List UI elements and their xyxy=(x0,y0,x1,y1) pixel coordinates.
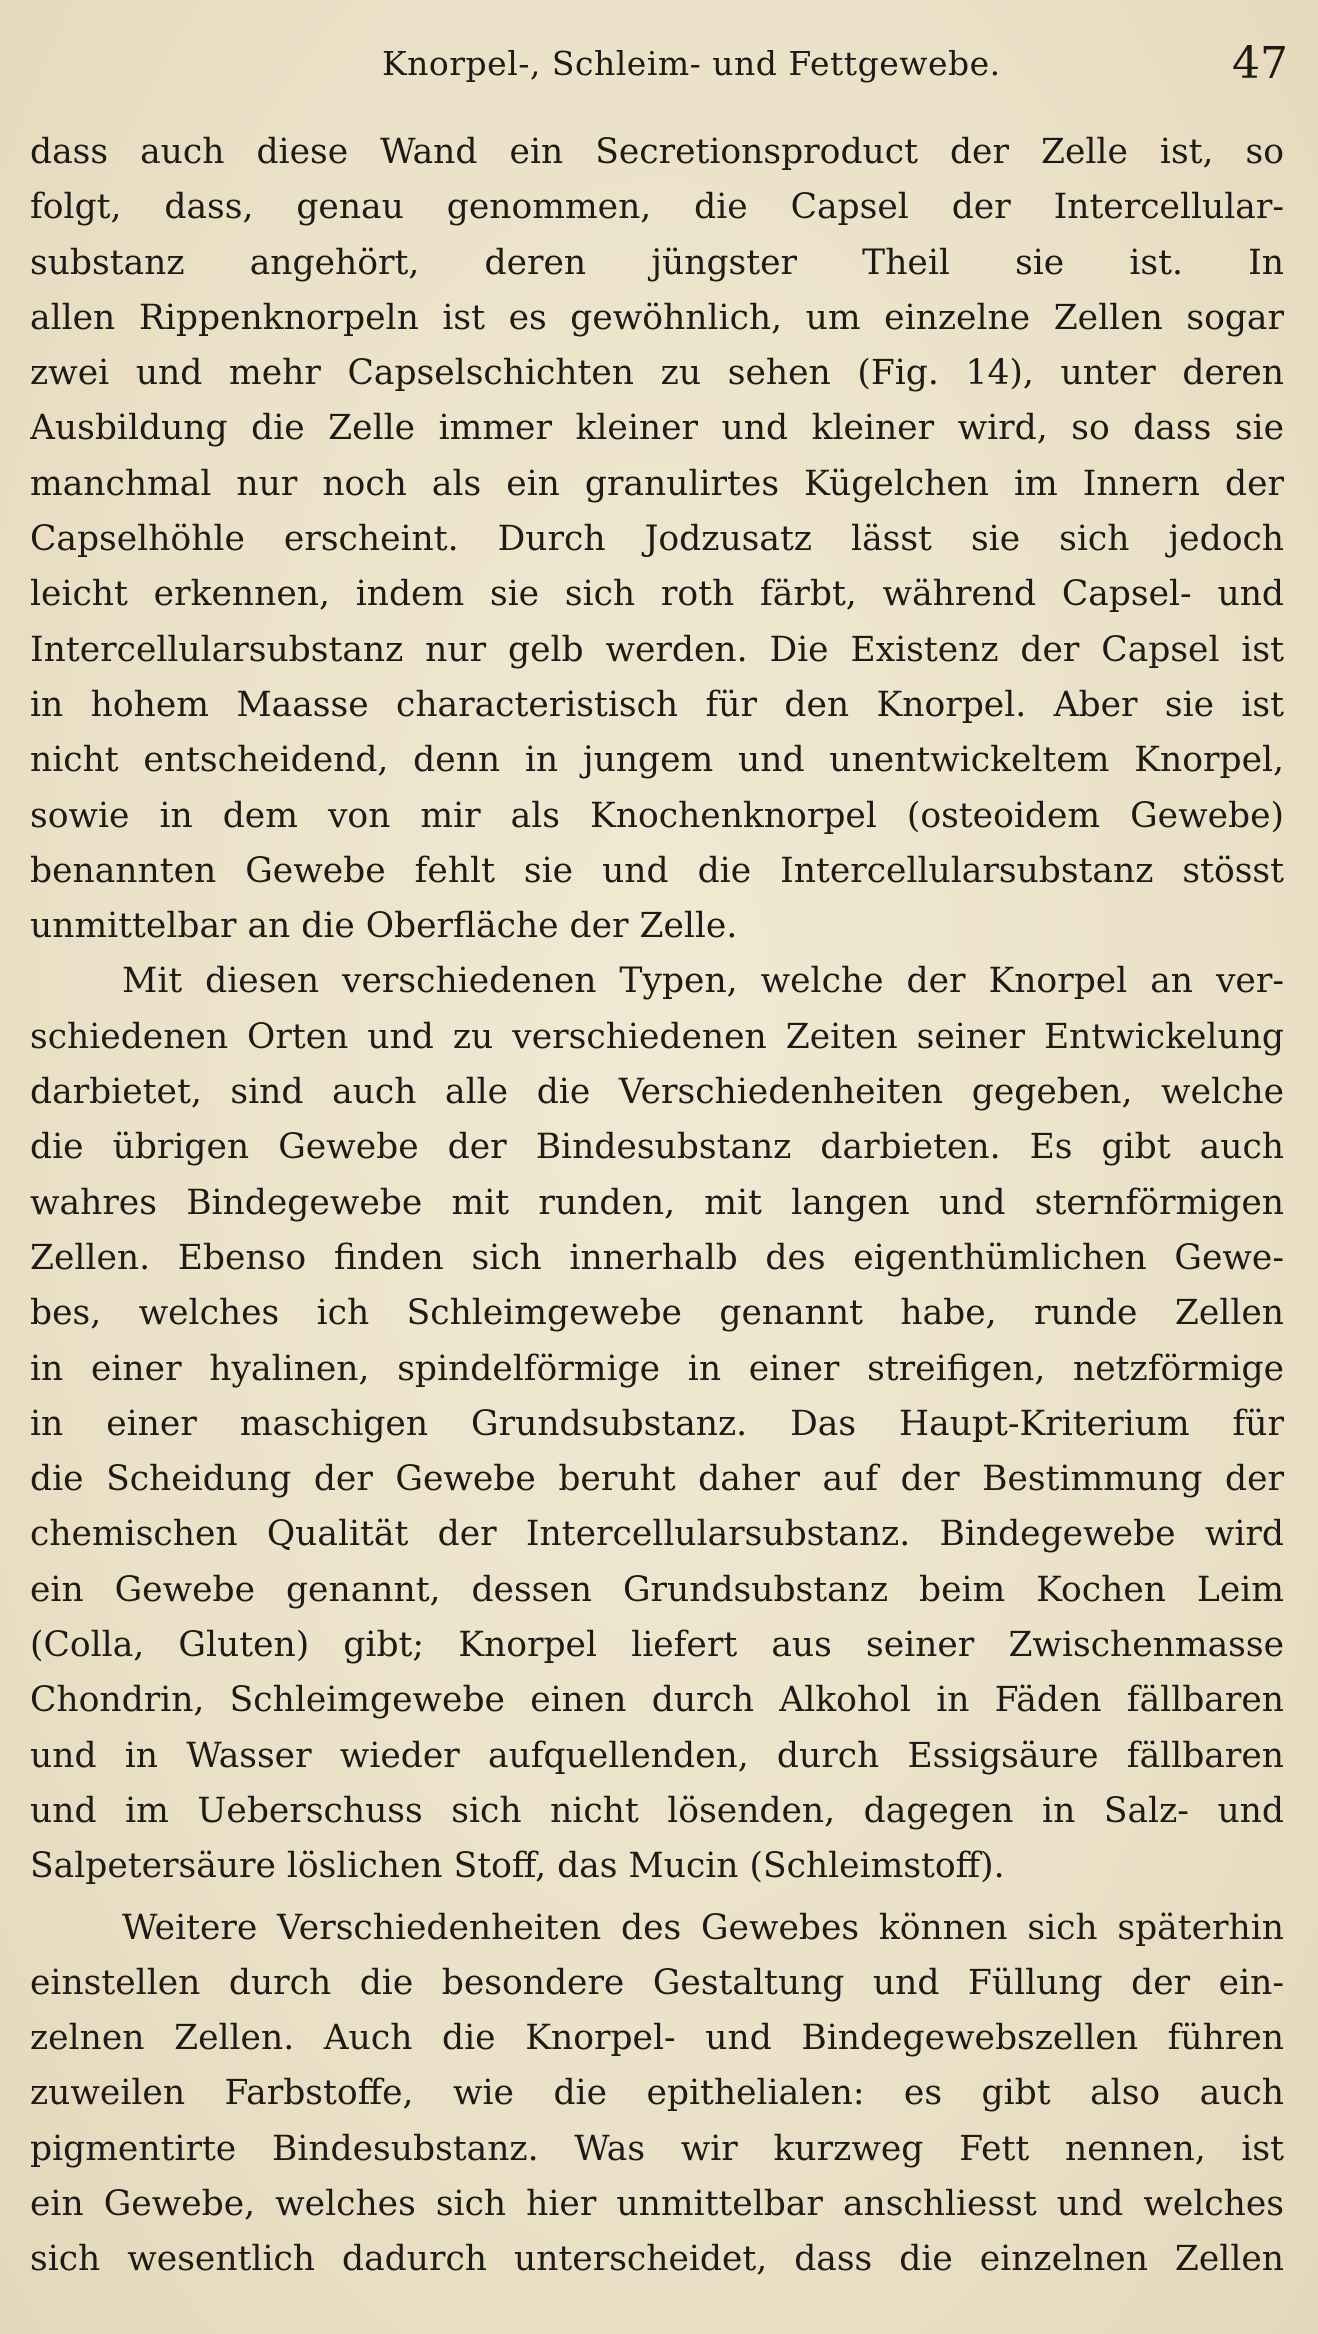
text-line: sowie in dem von mir als Knochenknorpel (osteoidem Gewebe) xyxy=(30,795,1284,836)
text-line: folgt, dass, genau genommen, die Capsel der Intercellular- xyxy=(30,187,1284,228)
text-line: manchmal nur noch als ein granulirtes Kügelchen im Innern der xyxy=(30,463,1284,504)
text-line: Chondrin, Schleimgewebe einen durch Alkohol in Fäden fällbaren xyxy=(30,1680,1284,1721)
text-line: allen Rippenknorpeln ist es gewöhnlich, um einzelne Zellen sogar xyxy=(30,297,1284,338)
text-line: zuweilen Farbstoffe, wie die epithelialen: es gibt also auch xyxy=(30,2073,1284,2114)
text-line: einstellen durch die besondere Gestaltung und Füllung der ein- xyxy=(30,1962,1284,2003)
text-line: die übrigen Gewebe der Bindesubstanz darbieten. Es gibt auch xyxy=(30,1127,1284,1168)
paragraph-start-line: Mit diesen verschiedenen Typen, welche der Knorpel an ver- xyxy=(122,961,1284,1002)
text-line: dass auch diese Wand ein Secretionsproduct der Zelle ist, so xyxy=(30,132,1284,172)
paragraph-end-line: Salpetersäure löslichen Stoff, das Mucin (Schleimstoff). xyxy=(30,1846,1005,1887)
text-line: bes, welches ich Schleimgewebe genannt habe, runde Zellen xyxy=(30,1293,1284,1334)
text-line: zelnen Zellen. Auch die Knorpel- und Bindegewebszellen führen xyxy=(30,2018,1284,2059)
text-line: leicht erkennen, indem sie sich roth färbt, während Capsel- und xyxy=(30,574,1284,615)
text-line: sich wesentlich dadurch unterscheidet, dass die einzelnen Zellen xyxy=(30,2239,1284,2280)
text-line: die Scheidung der Gewebe beruht daher auf der Bestimmung der xyxy=(30,1459,1284,1500)
text-line: Capselhöhle erscheint. Durch Jodzusatz lässt sie sich jedoch xyxy=(30,519,1284,560)
text-line: chemischen Qualität der Intercellularsubstanz. Bindegewebe wird xyxy=(30,1514,1284,1555)
text-line: ein Gewebe genannt, dessen Grundsubstanz beim Kochen Leim xyxy=(30,1569,1284,1610)
text-line: Ausbildung die Zelle immer kleiner und kleiner wird, so dass sie xyxy=(30,408,1284,449)
text-line: Zellen. Ebenso finden sich innerhalb des eigenthümlichen Gewe- xyxy=(30,1237,1284,1278)
text-line: pigmentirte Bindesubstanz. Was wir kurzweg Fett nennen, ist xyxy=(30,2128,1284,2169)
text-line: in einer maschigen Grundsubstanz. Das Haupt-Kriterium für xyxy=(30,1403,1284,1444)
text-line: nicht entscheidend, denn in jungem und unentwickeltem Knorpel, xyxy=(30,740,1284,781)
page-number: 47 xyxy=(1232,38,1288,89)
text-line: darbietet, sind auch alle die Verschiedenheiten gegeben, welche xyxy=(30,1072,1284,1113)
text-line: ein Gewebe, welches sich hier unmittelbar anschliesst und welches xyxy=(30,2183,1284,2224)
body-text xyxy=(30,125,1284,2288)
text-line: und im Ueberschuss sich nicht lösenden, dagegen in Salz- und xyxy=(30,1790,1284,1831)
text-line: und in Wasser wieder aufquellenden, durch Essigsäure fällbaren xyxy=(30,1735,1284,1776)
text-line: substanz angehört, deren jüngster Theil sie ist. In xyxy=(30,242,1284,283)
text-line: zwei und mehr Capselschichten zu sehen (Fig. 14), unter deren xyxy=(30,353,1284,394)
paragraph-start-line: Weitere Verschiedenheiten des Gewebes können sich späterhin xyxy=(122,1907,1284,1948)
running-title: Knorpel-, Schleim- und Fettgewebe. xyxy=(382,44,1001,83)
text-line: (Colla, Gluten) gibt; Knorpel liefert aus seiner Zwischenmasse xyxy=(30,1625,1284,1666)
text-line: in einer hyalinen, spindelförmige in einer streifigen, netzförmige xyxy=(30,1348,1284,1389)
paragraph-end-line: unmittelbar an die Oberfläche der Zelle. xyxy=(30,906,738,947)
running-head xyxy=(0,38,1318,88)
text-line: in hohem Maasse characteristisch für den Knorpel. Aber sie ist xyxy=(30,684,1284,725)
text-line: schiedenen Orten und zu verschiedenen Zeiten seiner Entwickelung xyxy=(30,1016,1284,1057)
text-line: Intercellularsubstanz nur gelb werden. Die Existenz der Capsel ist xyxy=(30,629,1284,670)
text-line: benannten Gewebe fehlt sie und die Intercellularsubstanz stösst xyxy=(30,850,1284,891)
text-line: wahres Bindegewebe mit runden, mit langen und sternförmigen xyxy=(30,1182,1284,1223)
